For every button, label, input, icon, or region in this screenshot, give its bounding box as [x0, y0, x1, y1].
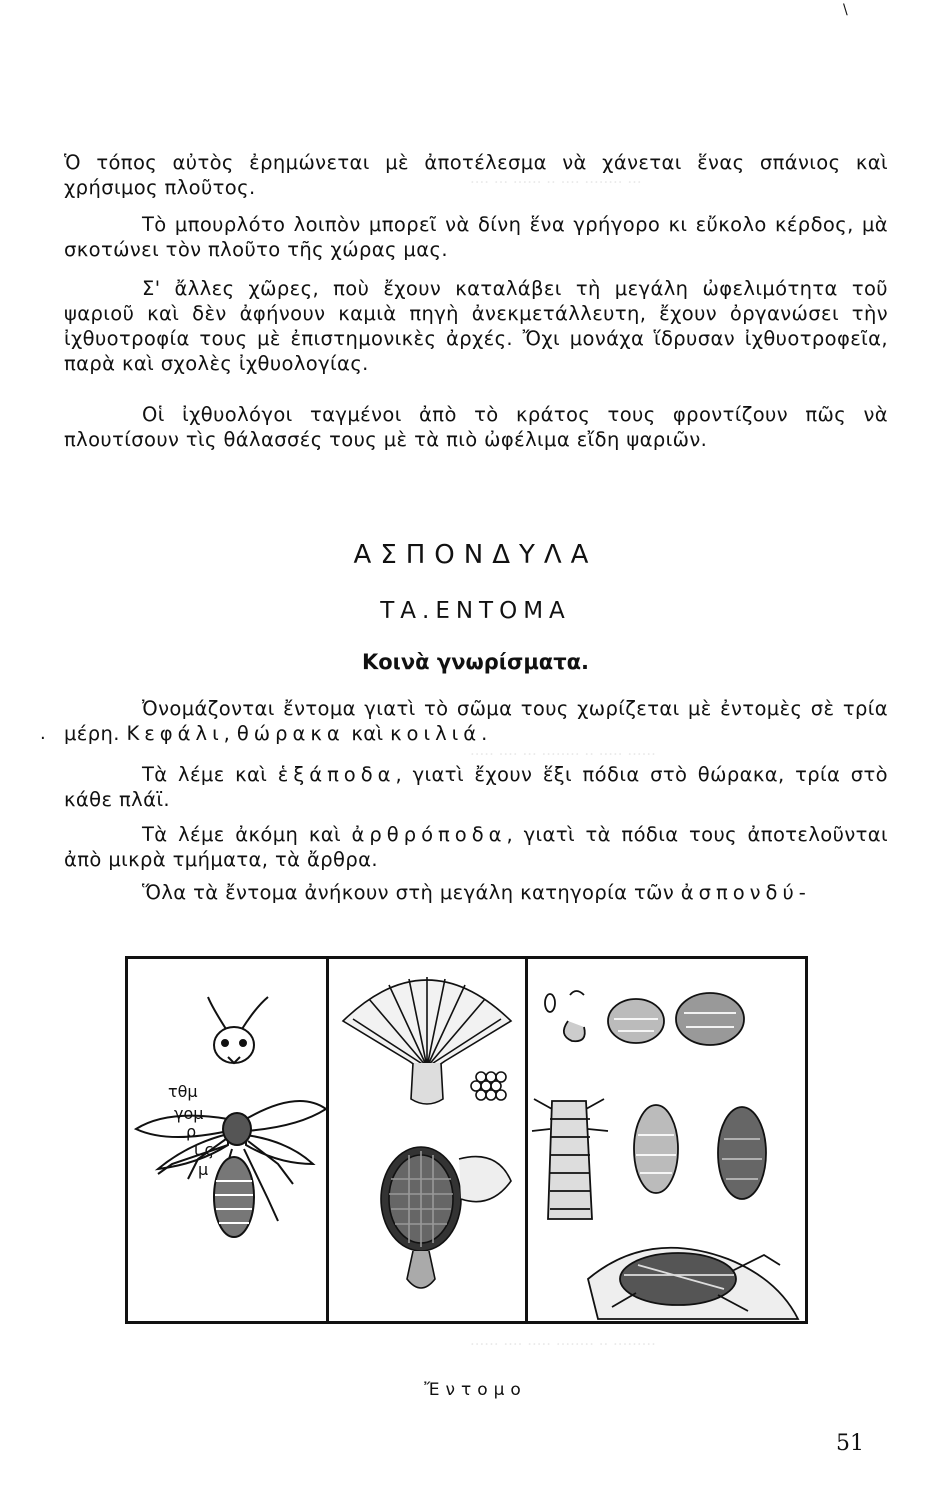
insect-illustration — [125, 956, 808, 1324]
subheading: Κοινὰ γνωρίσματα. — [361, 650, 590, 674]
paragraph-6-end: , γιατὶ ἔχουν ἕξι πόδια στὸ θώρακα, τρία στὸ κάθε πλάϊ. — [64, 763, 888, 811]
paragraph-8-text: Ὅλα τὰ ἔντομα ἀνήκουν στὴ μεγάλη κατηγορία τῶν — [142, 881, 681, 904]
figure-caption: Ἔντομο — [424, 1380, 527, 1400]
figure-label-4: ι ς — [194, 1140, 214, 1159]
paragraph-3: Σ' ἄλλες χῶρες, ποὺ ἔχουν καταλάβει τὴ μεγάλη ὠφελιμότητα τοῦ ψαριοῦ καὶ δὲν ἀφήνουν καμιὰ πηγὴ ἀνεκμετάλλευτη, ἔχουν ὀργανώσει τὴν ἰχθυοτροφία τους μὲ ἐπιστημονικὲς ἀρχές. Ὄχι μονάχα ἵδρυσαν ἰχθυοτροφεῖα, παρὰ καὶ σχολὲς ἰχθυολογίας. — [64, 277, 888, 375]
paragraph-4: Οἱ ἰχθυολόγοι ταγμένοι ἀπὸ τὸ κράτος τους φροντίζουν πῶς νὰ πλουτίσουν τὶς θάλασσές τους μὲ τὰ πιὸ ὠφέλιμα εἴδη ψαριῶν. — [64, 403, 888, 451]
term-arthropod: ἀρθρόποδα — [351, 823, 507, 846]
figure-label-3: ρ — [186, 1122, 197, 1141]
figure-label-2: γομ — [174, 1104, 204, 1123]
compound-eye-drawing — [329, 959, 525, 1321]
paragraph-5-sep: , — [223, 722, 237, 745]
show-through-text: ···· ··· ······ ·· ···· ········ ··· — [470, 173, 642, 191]
wasp-drawing — [128, 959, 326, 1321]
show-through-text: ····· ···· ··· ········ ·· ····· ······ — [470, 745, 656, 763]
panel-eye — [329, 959, 528, 1321]
paragraph-7 — [64, 822, 888, 872]
term-abdomen: κοιλιά — [390, 722, 482, 745]
paragraph-6-text: Τὰ λέμε καὶ — [142, 763, 278, 786]
corner-mark: \ — [843, 2, 848, 18]
paragraph-8 — [64, 880, 888, 905]
paragraph-7-text: Τὰ λέμε ἀκόμη καὶ — [142, 823, 352, 846]
page-number: 51 — [836, 1431, 864, 1456]
paragraph-2: Τὸ μπουρλότο λοιπὸν μπορεῖ νὰ δίνη ἕνα γρήγορο κι εὔκολο κέρδος, μὰ σκοτώνει τὸν πλοῦτο τῆς χώρας μας. — [64, 213, 888, 261]
term-hexapod: ἑξάποδα — [277, 763, 396, 786]
panel-metamorphosis — [528, 959, 805, 1321]
term-thorax: θώρακα — [236, 722, 345, 745]
section-title: ΤΑ.ΕΝΤΟΜΑ — [380, 598, 571, 624]
term-invertebrate: ἀσπονδύ- — [680, 881, 811, 904]
paragraph-5-text: Ὀνομάζονται ἔντομα γιατὶ τὸ σῶμα τους χωρίζεται μὲ ἐντομὲς σὲ τρία μέρη. — [64, 697, 888, 745]
term-head: Κεφάλι — [126, 722, 224, 745]
metamorphosis-drawing — [528, 959, 805, 1321]
paragraph-5 — [64, 696, 888, 746]
chapter-title: ΑΣΠΟΝΔΥΛΑ — [353, 540, 598, 570]
paragraph-1: Ὁ τόπος αὐτὸς ἐρημώνεται μὲ ἀποτέλεσμα νὰ χάνεται ἕνας σπάνιος καὶ χρήσιμος πλοῦτος. — [64, 151, 888, 199]
paragraph-5-end: . — [481, 722, 488, 745]
figure-label-1: τθμ — [168, 1082, 198, 1101]
show-through-text: ······ ···· ····· ········ ·· ········· — [470, 1335, 656, 1353]
paragraph-5-and: καὶ — [344, 722, 391, 745]
paragraph-6 — [64, 762, 888, 812]
panel-wasp — [128, 959, 329, 1321]
figure-label-5: μ — [198, 1160, 209, 1179]
margin-mark: · — [40, 728, 46, 749]
paragraph-7-end: , γιατὶ τὰ πόδια τους ἀποτελοῦνται ἀπὸ μικρὰ τμήματα, τὰ ἄρθρα. — [64, 823, 888, 871]
